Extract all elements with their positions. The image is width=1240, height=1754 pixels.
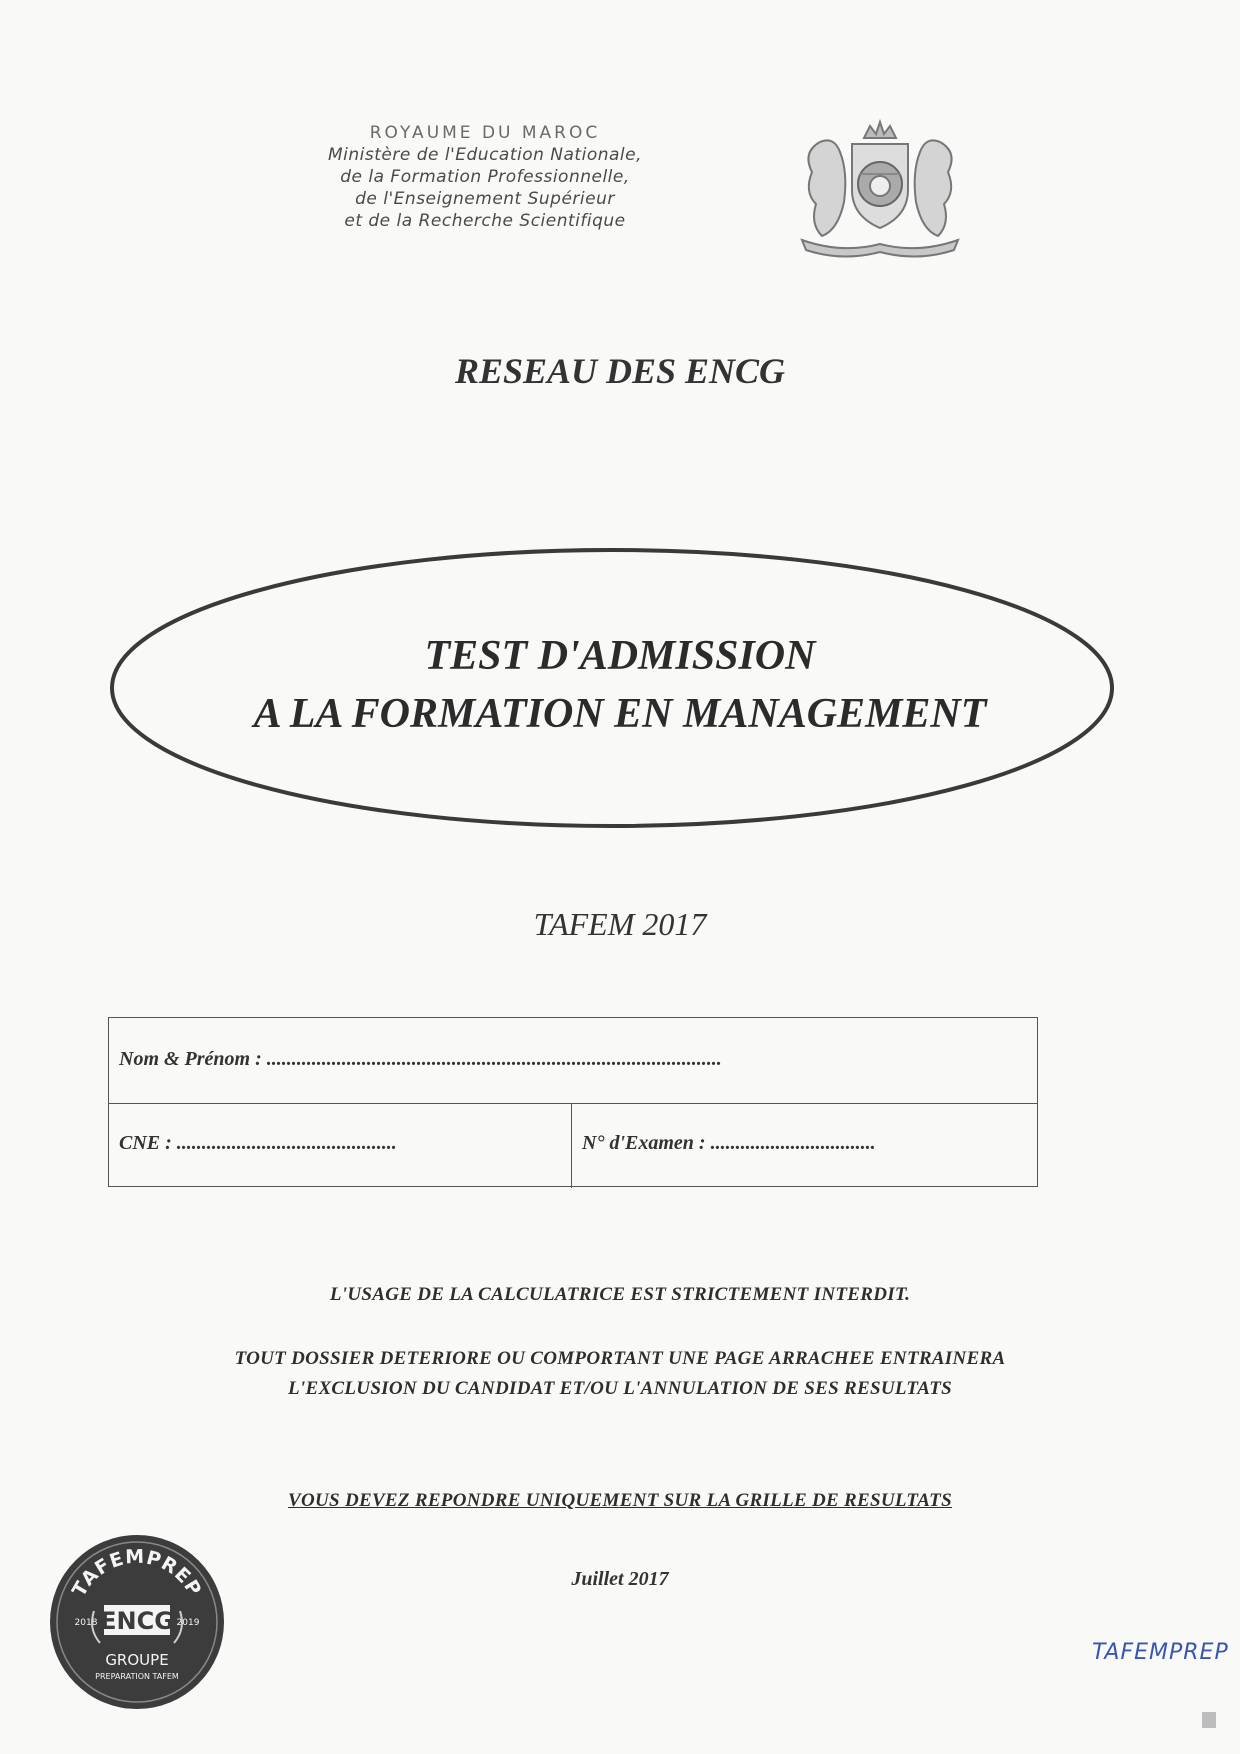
ministry-line-1: Ministère de l'Education Nationale, (327, 145, 642, 165)
calculator-notice: L'USAGE DE LA CALCULATRICE EST STRICTEMENT INTERDIT. (329, 1284, 911, 1305)
cne-field[interactable] (119, 1132, 397, 1155)
name-field[interactable] (119, 1048, 722, 1071)
stamp-top-text: TAFEMPREP (68, 1545, 206, 1601)
name-row (109, 1018, 1037, 1104)
stamp-year-right: 2019 (176, 1618, 200, 1628)
ministry-line-3: de l'Enseignement Supérieur (355, 189, 615, 209)
stamp-bottom-line-2: PREPARATION TAFEM (95, 1672, 179, 1681)
kingdom-name: ROYAUME DU MAROC (369, 123, 601, 143)
cne-dots: ............................................ (176, 1132, 397, 1154)
damaged-notice-line-1: TOUT DOSSIER DETERIORE OU COMPORTANT UNE PAGE ARRACHEE ENTRAINERA (234, 1348, 1006, 1369)
scan-mark (1202, 1712, 1216, 1728)
name-label: Nom & Prénom : (119, 1048, 262, 1070)
cne-cell (109, 1104, 572, 1188)
id-row (109, 1104, 1037, 1188)
cne-label: CNE : (119, 1132, 172, 1154)
exam-date: Juillet 2017 (571, 1568, 669, 1590)
exam-title-line-1: TEST D'ADMISSION (424, 633, 816, 679)
ministry-line-4: et de la Recherche Scientifique (344, 211, 626, 231)
name-dots: ........................................................................................... (266, 1048, 722, 1070)
damaged-notice-line-2: L'EXCLUSION DU CANDIDAT ET/OU L'ANNULATION DE SES RESULTATS (287, 1378, 952, 1399)
coat-of-arms-icon (782, 112, 978, 258)
network-title: RESEAU DES ENCG (454, 351, 786, 391)
ministry-line-2: de la Formation Professionnelle, (340, 167, 630, 187)
exam-title (0, 627, 1240, 743)
session-label: TAFEM 2017 (533, 906, 707, 942)
exam-number-dots: ................................. (710, 1132, 876, 1154)
handwritten-note: TAFEMPREP (1092, 1640, 1229, 1665)
exam-title-line-2: A LA FORMATION EN MANAGEMENT (253, 691, 987, 737)
stamp-year-left: 2018 (74, 1618, 98, 1628)
stamp-center-text: ENCG (100, 1607, 174, 1635)
exam-number-cell (572, 1104, 1039, 1188)
tafemprep-stamp-icon (48, 1533, 226, 1711)
exam-number-label: N° d'Examen : (582, 1132, 706, 1154)
exam-number-field[interactable] (582, 1132, 876, 1155)
stamp-bottom-line-1: GROUPE (105, 1651, 169, 1669)
ministry-header (250, 122, 720, 232)
candidate-form (108, 1017, 1038, 1187)
answer-grid-notice: VOUS DEVEZ REPONDRE UNIQUEMENT SUR LA GRILLE DE RESULTATS (288, 1490, 952, 1511)
